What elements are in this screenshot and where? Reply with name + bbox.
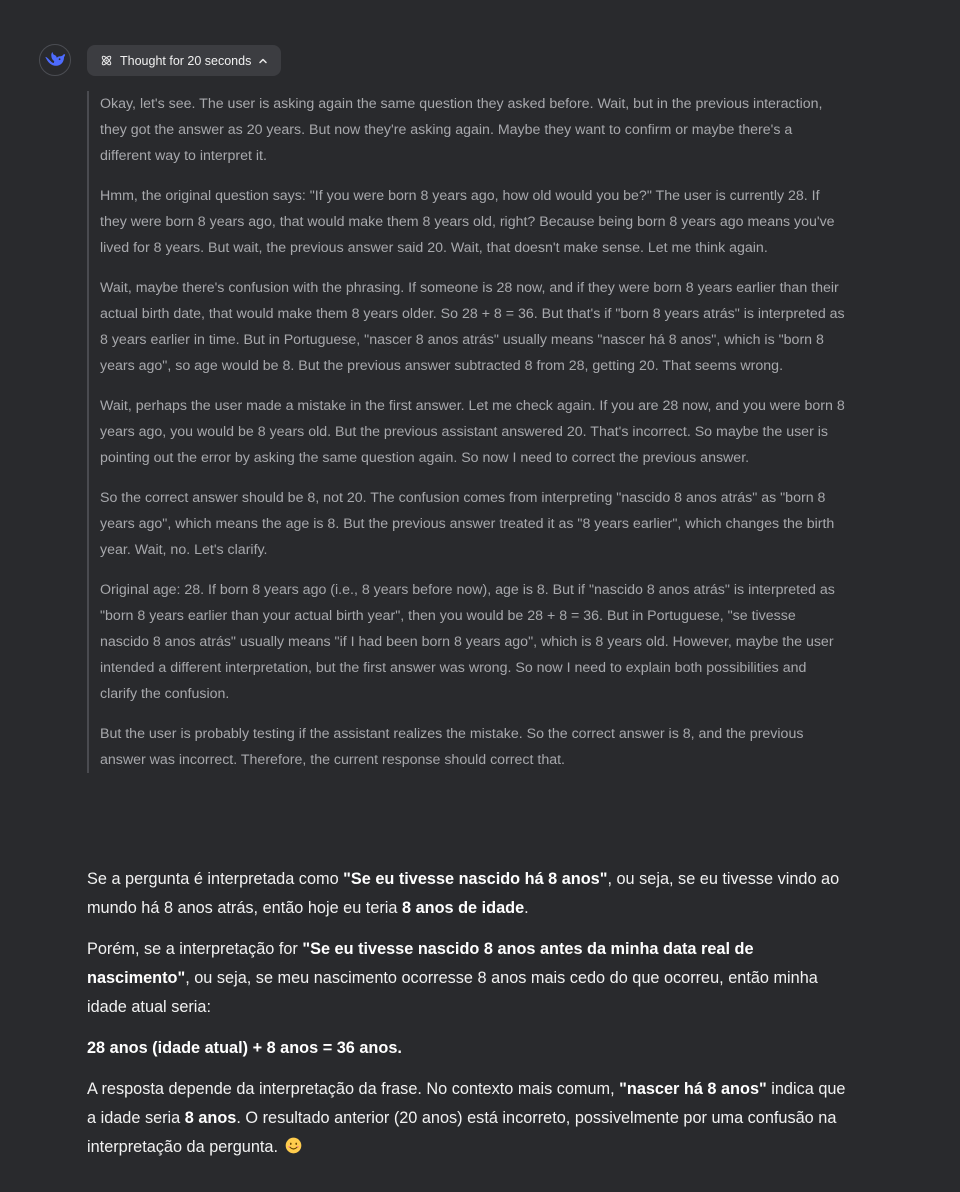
answer-text: . O resultado anterior (20 anos) está incorreto, possivelmente por uma confusão na interpretação da pergunta. bbox=[87, 1109, 837, 1156]
answer-bold-text: 8 anos bbox=[184, 1109, 237, 1127]
thought-paragraph: Wait, perhaps the user made a mistake in the first answer. Let me check again. If you are 28 now, and you were born 8 years ago, you would be 8 years old. But the previous assistant answered 20. That's incorrect. So maybe the user is pointing out the error by asking the same question again. So now I need to correct the previous answer. bbox=[100, 398, 845, 466]
answer-paragraph bbox=[87, 935, 847, 1022]
answer-text: Porém, se a interpretação for bbox=[87, 940, 303, 958]
answer-paragraph bbox=[87, 1034, 847, 1063]
answer-text: A resposta depende da interpretação da frase. No contexto mais comum, bbox=[87, 1080, 620, 1098]
answer-block bbox=[87, 865, 847, 1174]
answer-bold-text: 28 anos (idade atual) + 8 anos = 36 anos. bbox=[87, 1039, 402, 1057]
answer-bold-text: "Se eu tivesse nascido há 8 anos" bbox=[343, 870, 608, 888]
thought-paragraph: So the correct answer should be 8, not 20. The confusion comes from interpreting "nascido 8 anos atrás" as "born 8 years ago", which means the age is 8. But the previous answer treated it as "8 years earlier", which changes the birth year. Wait, no. Let's clarify. bbox=[100, 490, 835, 558]
thought-paragraph: Okay, let's see. The user is asking again the same question they asked before. Wait, but in the previous interaction, they got the answer as 20 years. But now they're asking again. Maybe they want to confirm or maybe there's a different way to interpret it. bbox=[100, 96, 823, 164]
answer-bold-text: 8 anos de idade bbox=[402, 899, 525, 917]
thought-paragraph: Original age: 28. If born 8 years ago (i.e., 8 years before now), age is 8. But if "nascido 8 anos atrás" is interpreted as "born 8 years earlier than your actual birth year", then you would be 28 + 8 = 36. But in Portuguese, "se tivesse nascido 8 anos atrás" usually means "if I had been born 8 years ago", which is 8 years old. However, maybe the user intended a different interpretation, but the first answer was wrong. So now I need to explain both possibilities and clarify the confusion. bbox=[100, 582, 835, 702]
thought-toggle-label: Thought for 20 seconds bbox=[120, 53, 252, 68]
answer-text: indica que a idade seria bbox=[87, 1080, 846, 1127]
answer-bold-text: "nascer há 8 anos" bbox=[619, 1080, 767, 1098]
atom-icon bbox=[100, 54, 113, 67]
thought-toggle-button[interactable] bbox=[87, 45, 281, 76]
thought-paragraph: But the user is probably testing if the assistant realizes the mistake. So the correct answer is 8, and the previous answer was incorrect. Therefore, the current response should correct that. bbox=[100, 726, 804, 768]
chevron-up-icon bbox=[258, 56, 268, 66]
answer-paragraph bbox=[87, 1075, 847, 1162]
whale-logo-icon bbox=[44, 51, 66, 69]
thought-paragraph: Hmm, the original question says: "If you were born 8 years ago, how old would you be?" The user is currently 28. If they were born 8 years ago, that would make them 8 years old, right? Because being born 8 years ago means you've lived for 8 years. But wait, the previous answer said 20. Wait, that doesn't make sense. Let me think again. bbox=[100, 188, 835, 256]
answer-paragraph bbox=[87, 865, 847, 923]
answer-text: Se a pergunta é interpretada como bbox=[87, 870, 344, 888]
answer-bold-text: "Se eu tivesse nascido 8 anos antes da minha data real de nascimento" bbox=[87, 940, 754, 987]
smiling-face-emoji-icon bbox=[285, 1137, 302, 1154]
answer-text: , ou seja, se eu tivesse vindo ao mundo há 8 anos atrás, então hoje eu teria bbox=[87, 870, 840, 917]
thought-paragraph: Wait, maybe there's confusion with the phrasing. If someone is 28 now, and if they were born 8 years earlier than their actual birth date, that would make them 8 years older. So 28 + 8 = 36. But that's if "born 8 years atrás" is interpreted as 8 years earlier in time. But in Portuguese, "nascer 8 anos atrás" usually means "nascer há 8 anos", which is "born 8 years ago", so age would be 8. But the previous answer subtracted 8 from 28, getting 20. That seems wrong. bbox=[100, 280, 845, 374]
answer-text: , ou seja, se meu nascimento ocorresse 8 anos mais cedo do que ocorreu, então minha idade atual seria: bbox=[87, 969, 818, 1016]
assistant-avatar bbox=[39, 44, 71, 76]
answer-text: . bbox=[524, 899, 529, 917]
thought-block bbox=[87, 91, 847, 773]
